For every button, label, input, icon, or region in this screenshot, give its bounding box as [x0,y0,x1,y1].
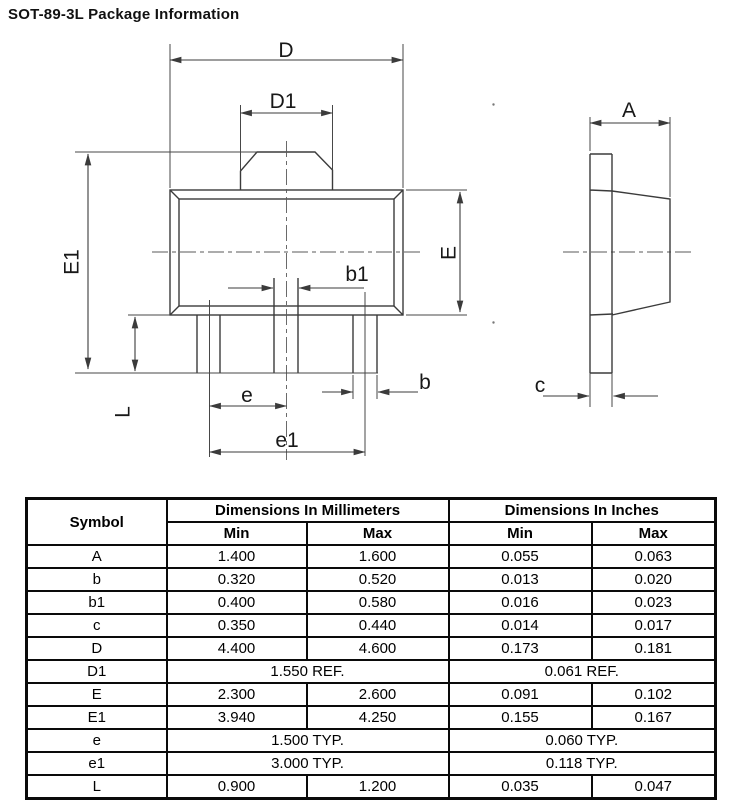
dim-label-D: D [278,39,294,62]
table-row-b [27,568,716,591]
cell-mm-max: 0.440 [307,614,449,637]
cell-in-max: 0.023 [592,591,716,614]
dimension-lines [88,60,460,452]
print-specks [492,103,494,323]
dim-label-L: L [111,406,135,418]
cell-in-min: 0.014 [449,614,592,637]
cell-in-max: 0.102 [592,683,716,706]
cell-in-min: 0.091 [449,683,592,706]
col-header-in-min: Min [449,522,592,545]
cell-mm-max: 1.600 [307,545,449,568]
cell-in-merged: 0.118 TYP. [449,752,716,775]
cell-mm-merged: 1.500 TYP. [167,729,449,752]
dim-label-A: A [621,99,637,122]
cell-symbol: b [27,568,167,591]
cell-mm-merged: 1.550 REF. [167,660,449,683]
cell-symbol: E1 [27,706,167,729]
dim-label-b: b [419,371,431,394]
col-header-symbol: Symbol [27,499,167,546]
cell-mm-min: 1.400 [167,545,307,568]
cell-symbol: c [27,614,167,637]
cell-mm-max: 2.600 [307,683,449,706]
cell-symbol: e [27,729,167,752]
dimensions-table [25,497,717,800]
side-view-outline [590,154,670,373]
cell-mm-min: 0.320 [167,568,307,591]
cell-in-max: 0.167 [592,706,716,729]
cell-mm-min: 2.300 [167,683,307,706]
table-row-E [27,683,716,706]
dim-label-E1: E1 [60,249,84,275]
side-extension-lines [590,117,670,407]
col-header-in-group: Dimensions In Inches [449,499,716,523]
col-header-in-max: Max [592,522,716,545]
cell-in-min: 0.055 [449,545,592,568]
cell-mm-max: 4.600 [307,637,449,660]
cell-in-max: 0.181 [592,637,716,660]
cell-in-min: 0.016 [449,591,592,614]
cell-mm-max: 4.250 [307,706,449,729]
side-dimension-lines [543,123,670,396]
cell-in-min: 0.155 [449,706,592,729]
col-header-mm-min: Min [167,522,307,545]
dim-label-b1: b1 [345,263,369,286]
cell-mm-min: 4.400 [167,637,307,660]
dim-label-e1: e1 [275,429,299,452]
cell-symbol: D [27,637,167,660]
col-header-mm-group: Dimensions In Millimeters [167,499,449,523]
cell-symbol: e1 [27,752,167,775]
cell-mm-max: 0.520 [307,568,449,591]
table-row-E1 [27,706,716,729]
cell-mm-min: 0.900 [167,775,307,799]
cell-in-merged: 0.060 TYP. [449,729,716,752]
table-row-L [27,775,716,799]
cell-in-max: 0.020 [592,568,716,591]
table-header-row-groups [27,499,716,523]
cell-symbol: L [27,775,167,799]
table-row-c [27,614,716,637]
cell-mm-min: 3.940 [167,706,307,729]
cell-symbol: b1 [27,591,167,614]
cell-in-min: 0.013 [449,568,592,591]
table-row-A [27,545,716,568]
cell-mm-max: 0.580 [307,591,449,614]
cell-in-merged: 0.061 REF. [449,660,716,683]
dim-label-E: E [437,245,461,261]
table-row-e [27,729,716,752]
cell-in-max: 0.047 [592,775,716,799]
cell-symbol: E [27,683,167,706]
cell-in-max: 0.017 [592,614,716,637]
cell-mm-merged: 3.000 TYP. [167,752,449,775]
table-row-D1 [27,660,716,683]
cell-symbol: D1 [27,660,167,683]
cell-mm-max: 1.200 [307,775,449,799]
table-row-e1 [27,752,716,775]
cell-symbol: A [27,545,167,568]
cell-in-min: 0.173 [449,637,592,660]
cell-mm-min: 0.400 [167,591,307,614]
cell-in-max: 0.063 [592,545,716,568]
col-header-mm-max: Max [307,522,449,545]
table-row-b1 [27,591,716,614]
dim-label-D1: D1 [269,90,297,113]
dim-label-e: e [241,384,253,407]
cell-mm-min: 0.350 [167,614,307,637]
table-row-D [27,637,716,660]
cell-in-min: 0.035 [449,775,592,799]
dim-label-c: c [534,374,546,397]
page-title: SOT-89-3L Package Information [8,6,240,23]
